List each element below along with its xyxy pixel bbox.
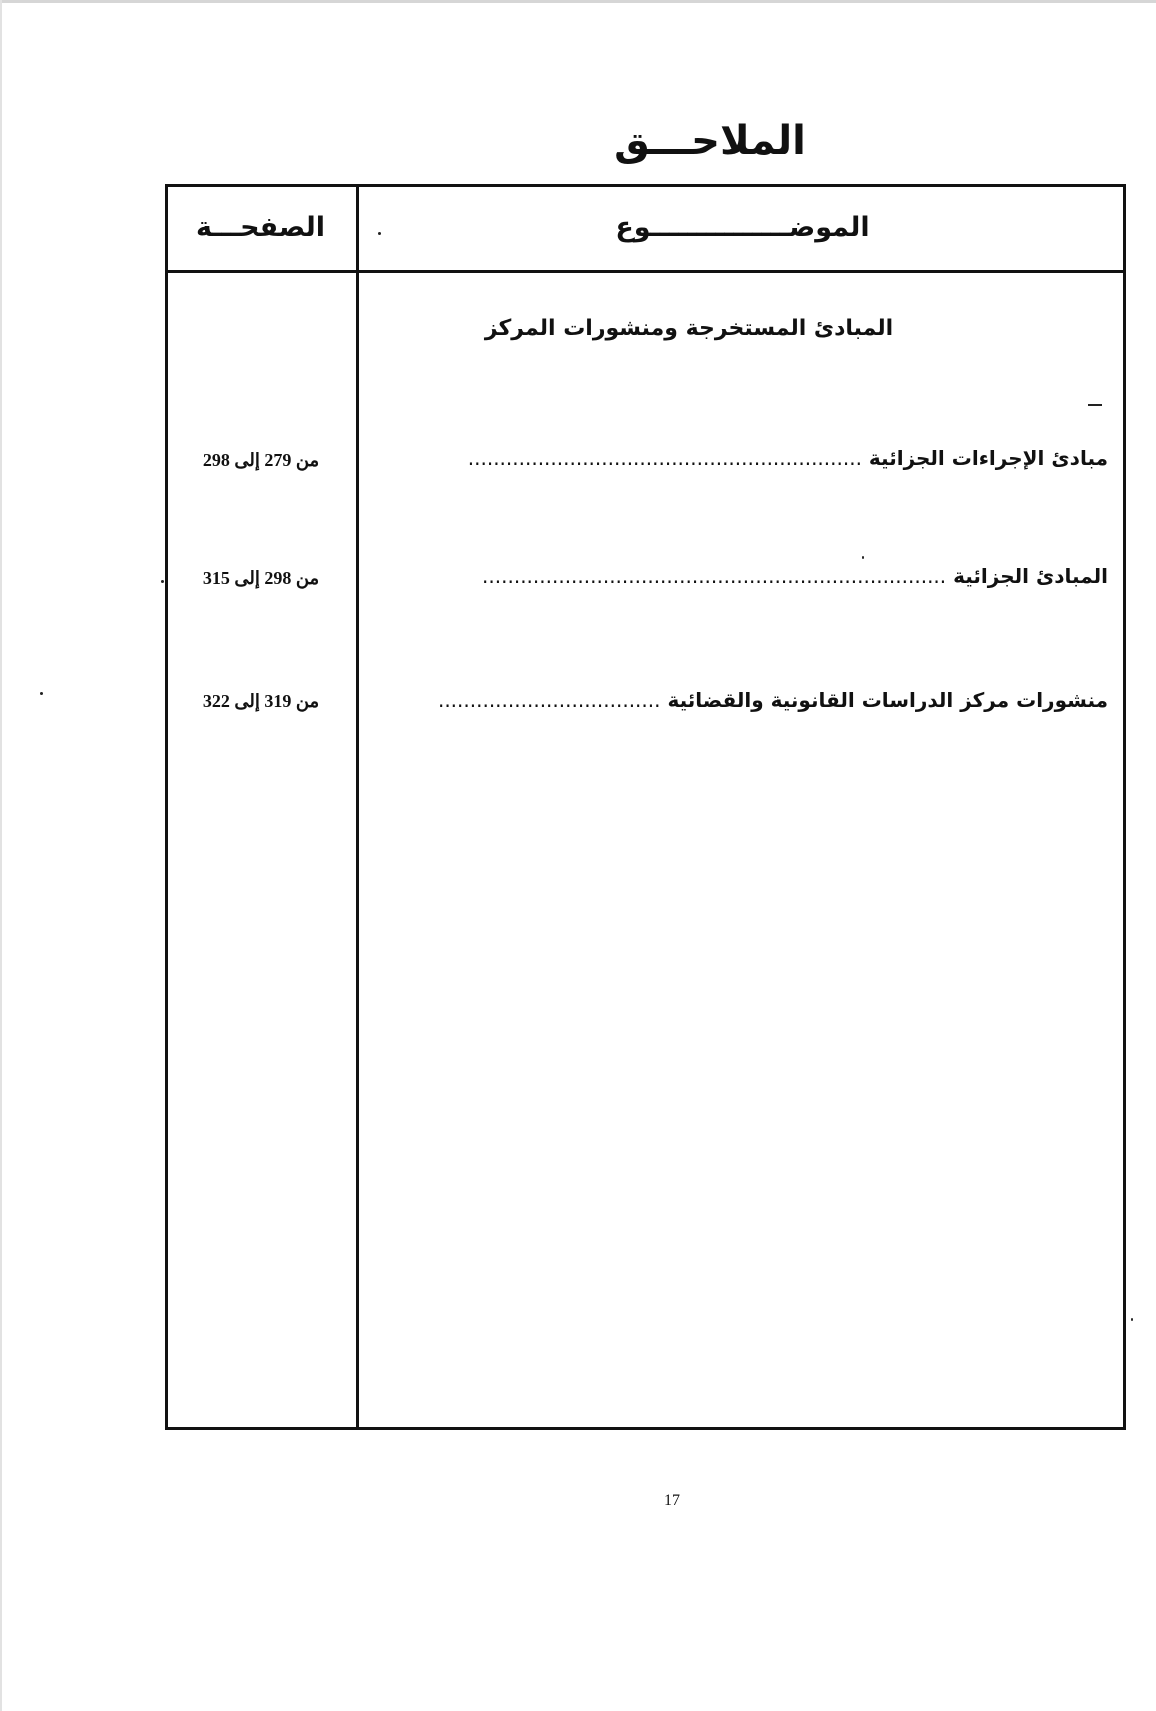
- scan-speck: [40, 692, 43, 695]
- toc-entry-subject: المبادئ الجزائية: [953, 564, 1108, 588]
- scan-speck: [378, 232, 381, 235]
- toc-entry: [368, 564, 1108, 588]
- page-number: 17: [664, 1492, 680, 1509]
- page-title: الملاحـــق: [614, 118, 806, 164]
- toc-entry-leader: ...................................: [437, 688, 661, 712]
- scan-speck: [161, 580, 164, 583]
- toc-entry: [368, 446, 1108, 470]
- toc-entry: [368, 688, 1108, 712]
- toc-entry-pages: من 319 إلى 322: [202, 691, 320, 711]
- toc-entry-leader: .........................................................................: [482, 564, 947, 588]
- scan-speck: [862, 556, 864, 559]
- scan-edge-left: [0, 0, 2, 1711]
- toc-entry-pages: من 298 إلى 315: [202, 568, 320, 588]
- section-heading: المبادئ المستخرجة ومنشورات المركز: [484, 316, 894, 341]
- scan-speck: [1088, 404, 1102, 406]
- toc-entry-leader: ..............................................................: [467, 446, 862, 470]
- column-divider: [356, 184, 359, 1430]
- scan-speck: [1131, 1318, 1133, 1321]
- header-divider: [165, 270, 1126, 273]
- toc-entry-subject: مبادئ الإجراءات الجزائية: [868, 446, 1108, 470]
- contents-table: [165, 184, 1126, 1430]
- column-header-subject: الموضـــــــــــــــوع: [615, 211, 870, 243]
- toc-entry-subject: منشورات مركز الدراسات القانونية والقضائية: [667, 688, 1108, 712]
- toc-entry-pages: من 279 إلى 298: [202, 450, 320, 470]
- scan-edge-top: [0, 0, 1156, 3]
- column-header-page: الصفحـــة: [196, 211, 325, 243]
